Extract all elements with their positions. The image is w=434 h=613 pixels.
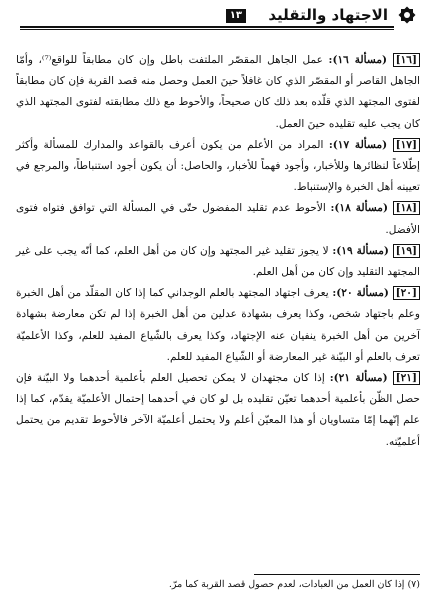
- paragraph-text: عمل الجاهل المقصّر الملتفت باطل وإن كان مطابقاً للواقع⁽⁷⁾، وأمّا الجاهل القاصر أو المقصّر الذي كان غافلاً حينَ العمل وحصل منه قصد القربة فإن كان مطابقاً لفتوى المجتهد الذي قلّده بعد ذلك كان صحيحاً، والأحوط مع ذلك مطابقته لفتوى المجتهد الذي كان يجب عليه تقليده حينَ العمل.: [16, 54, 420, 130]
- ornament-icon: [396, 4, 418, 26]
- running-header: [20, 4, 418, 32]
- issue-label: (مسألة ١٦):: [328, 54, 388, 66]
- paragraph-tag: [١٧]: [393, 138, 420, 152]
- header-title: الاجتهاد والتقليد: [268, 6, 388, 24]
- footnote-rule: [254, 574, 420, 575]
- header-rule: [20, 26, 394, 28]
- page-number: ١٣: [226, 9, 246, 23]
- paragraph-text: المراد من الأعلم من يكون أعرف بالقواعد والمدارك للمسألة وأكثر إطّلاعاً لنظائرها وللأخبار، وأجود فهماً للأخبار، والحاصل: أن يكون أجود استنباطاً، والمرجع في تعيينه أهل الخبرة والإستنباط.: [16, 138, 420, 194]
- issue-label: (مسألة ١٩):: [332, 244, 389, 257]
- main-text: [16, 50, 420, 453]
- paragraph-text: إذا كان مجتهدان لا يمكن تحصيل العلم بأعلمية أحدهما ولا البيّنة فإن حصل الظّن بأعلمية أحدهما تعيّن تقليده بل لو كان في أحدهما إحتمال الأعلميّة يقدّم، كما إذا علم إنّهما إمّا متساويان أو هذا المعيّن أعلم ولا يحتمل أعلميّة الآخر فالأحوط تقديم من يحتمل أعلميّته.: [16, 372, 420, 448]
- paragraph-tag: [١٦]: [393, 53, 420, 67]
- paragraph-21: [16, 368, 420, 453]
- paragraph-text: لا يجوز تقليد غير المجتهد وإن كان من أهل العلم، كما أنّه يجب على غير المجتهد التقليد وإن كان من أهل العلم.: [16, 244, 420, 279]
- paragraph-text: يعرف اجتهاد المجتهد بالعلم الوجداني كما إذا كان المقلّد من أهل الخبرة وعلم باجتهاد شخص، وكذا يعرف بشهادة عدلين من أهل الخبرة إذا لم تكن معارضة بشهادة آخرين من أهل الخبرة ينفيان عنه الإجتهاد، وكذا يعرف بالشّياع المفيد للعلم، وكذا الأعلميّة تعرف بالعلم أو البيّنة غير المعارضة أو الشّياع المفيد للعلم.: [16, 287, 420, 363]
- paragraph-text: الأحوط عدم تقليد المفضول حتّى في المسألة التي توافق فتواه فتوى الأفضل.: [16, 202, 420, 236]
- header-rule-thin: [20, 29, 394, 30]
- paragraph-16: [16, 50, 420, 135]
- footnote: (٧) إذا كان العمل من العبادات، لعدم حصول قصد القربة كما مرّ.: [168, 579, 420, 590]
- paragraph-tag: [١٩]: [393, 244, 420, 258]
- paragraph-18: [16, 198, 420, 240]
- paragraph-tag: [٢٠]: [393, 286, 420, 300]
- issue-label: (مسألة ٢١):: [329, 372, 388, 385]
- issue-label: (مسألة ١٧):: [328, 138, 388, 151]
- paragraph-20: [16, 283, 420, 368]
- issue-label: (مسألة ٢٠):: [332, 287, 389, 300]
- issue-label: (مسألة ١٨):: [330, 202, 388, 215]
- paragraph-tag: [١٨]: [393, 201, 420, 215]
- paragraph-19: [16, 241, 420, 283]
- paragraph-17: [16, 135, 420, 199]
- paragraph-tag: [٢١]: [393, 371, 420, 385]
